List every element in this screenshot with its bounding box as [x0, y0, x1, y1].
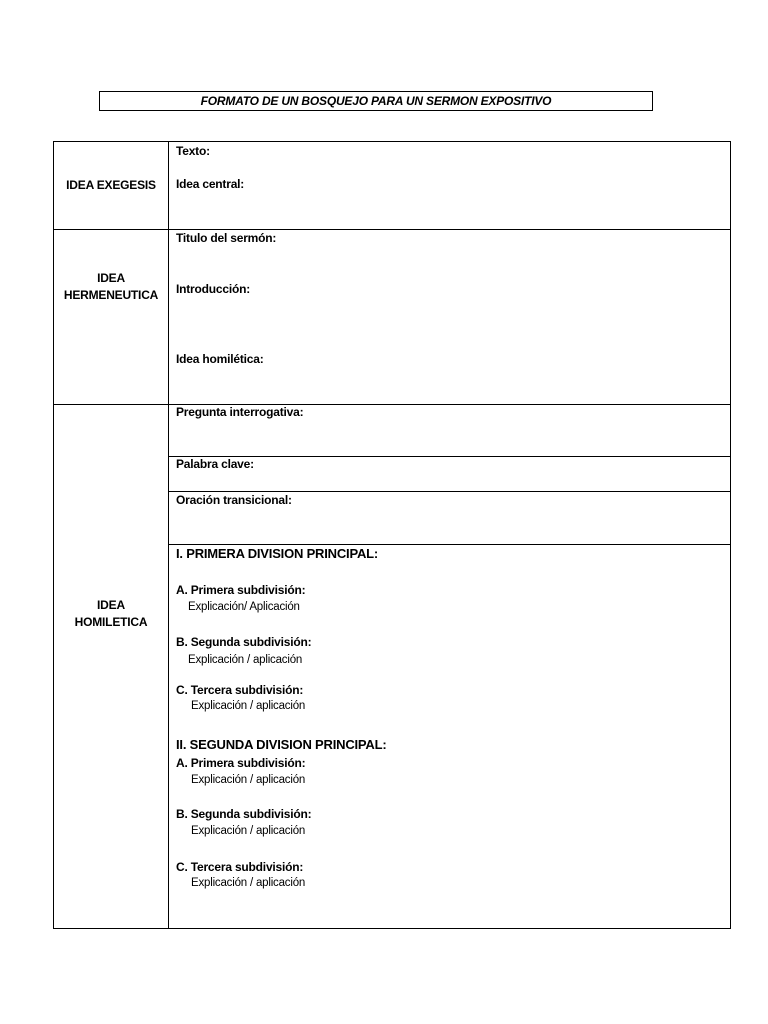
division-2-sub-c: C. Tercera subdivisión: [176, 860, 304, 874]
division-2-sub-b: B. Segunda subdivisión: [176, 807, 312, 821]
field-titulo-sermon: Titulo del sermón: [176, 231, 277, 245]
field-divider-oracion [168, 544, 731, 545]
division-1-sub-a-detail: Explicación/ Aplicación [188, 601, 300, 613]
division-1-sub-b-detail: Explicación / aplicación [188, 654, 303, 666]
division-2-heading: II. SEGUNDA DIVISION PRINCIPAL: [176, 737, 387, 752]
field-divider-palabra [168, 491, 731, 492]
field-introduccion: Introducción: [176, 282, 251, 296]
field-palabra-clave: Palabra clave: [176, 457, 254, 471]
label-idea-exegesis [54, 142, 168, 229]
field-oracion-transicional: Oración transicional: [176, 493, 292, 507]
division-2-sub-a: A. Primera subdivisión: [176, 756, 306, 770]
label-idea-hermeneutica [54, 230, 168, 344]
division-1-sub-b: B. Segunda subdivisión: [176, 635, 312, 649]
field-idea-central: Idea central: [176, 177, 245, 191]
label-homiletica-line1: IDEA [97, 597, 125, 612]
field-pregunta-interrogativa: Pregunta interrogativa: [176, 405, 304, 419]
division-1-sub-c: C. Tercera subdivisión: [176, 683, 304, 697]
column-divider [168, 141, 169, 929]
division-1-heading: I. PRIMERA DIVISION PRINCIPAL: [176, 546, 379, 561]
label-homiletica-line2: HOMILETICA [74, 614, 148, 629]
field-texto: Texto: [176, 144, 210, 158]
division-2-sub-c-detail: Explicación / aplicación [191, 877, 306, 889]
document-title: FORMATO DE UN BOSQUEJO PARA UN SERMON EXPOSITIVO [99, 91, 653, 111]
label-idea-homiletica [54, 405, 168, 822]
label-hermeneutica-line1: IDEA [97, 271, 125, 285]
label-hermeneutica-line2: HERMENEUTICA [63, 288, 159, 302]
division-2-sub-a-detail: Explicación / aplicación [191, 774, 306, 786]
division-1-sub-c-detail: Explicación / aplicación [191, 700, 306, 712]
division-1-sub-a: A. Primera subdivisión: [176, 583, 306, 597]
label-idea-exegesis-text: IDEA EXEGESIS [66, 178, 156, 192]
field-idea-homiletica: Idea homilética: [176, 352, 264, 366]
division-2-sub-b-detail: Explicación / aplicación [191, 825, 306, 837]
